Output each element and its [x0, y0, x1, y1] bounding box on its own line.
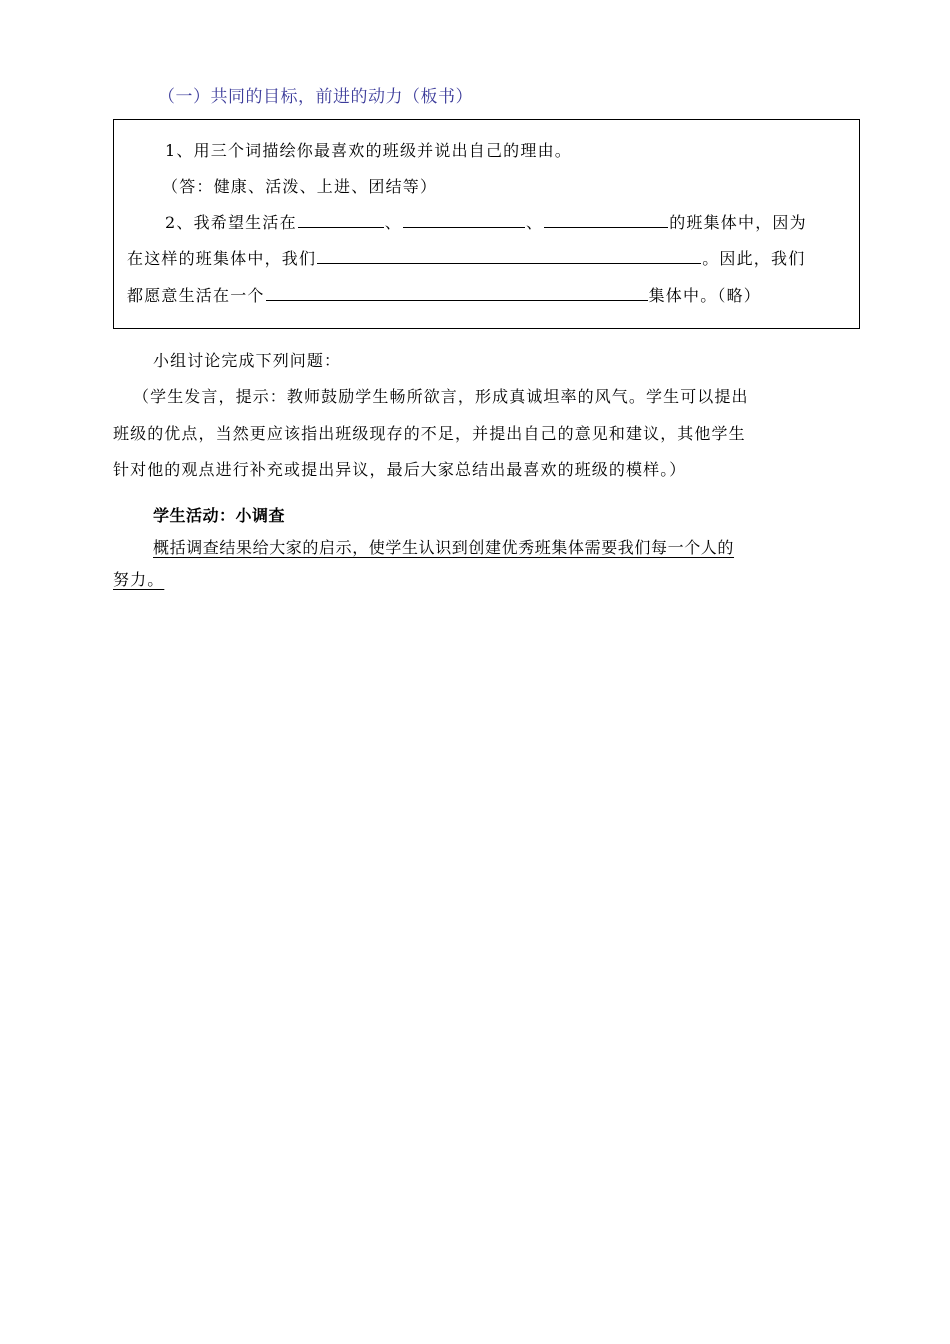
- discussion-line: 班级的优点，当然更应该指出班级现存的不足，并提出自己的意见和建议，其他学生: [113, 424, 746, 443]
- question-2-line-3: [127, 283, 761, 306]
- blank-2[interactable]: [403, 211, 525, 228]
- discussion-title: 小组讨论完成下列问题：: [153, 351, 342, 370]
- blank-3[interactable]: [544, 211, 668, 228]
- q2-line2-end: 。因此，我们: [702, 249, 806, 268]
- question-1-answer: （答：健康、活泼、上进、团结等）: [162, 177, 438, 196]
- q2-line2-start: 在这样的班集体中，我们: [127, 249, 317, 268]
- q2-tail: 的班集体中，因为: [669, 213, 807, 232]
- activity-line: 努力。: [113, 570, 165, 589]
- q2-sep-2: 、: [525, 213, 544, 232]
- section-heading: （一）共同的目标，前进的动力（板书）: [158, 87, 473, 107]
- blank-4[interactable]: [317, 247, 701, 264]
- activity-title: 学生活动：小调查: [153, 506, 286, 525]
- q2-start: 2、我希望生活在: [165, 213, 297, 232]
- q2-line3-end: 集体中。（略）: [648, 286, 762, 305]
- q2-line3-start: 都愿意生活在一个: [127, 286, 265, 305]
- discussion-line: （学生发言，提示：教师鼓励学生畅所欲言，形成真诚坦率的风气。学生可以提出: [133, 387, 749, 406]
- blank-1[interactable]: [298, 211, 384, 228]
- question-2-line-2: [127, 246, 805, 269]
- q2-sep-1: 、: [384, 213, 402, 232]
- activity-line: 概括调查结果给大家的启示，使学生认识到创建优秀班集体需要我们每一个人的: [153, 538, 735, 557]
- question-1: 1、用三个词描绘你最喜欢的班级并说出自己的理由。: [165, 141, 572, 160]
- discussion-line: 针对他的观点进行补充或提出异议，最后大家总结出最喜欢的班级的模样。）: [113, 460, 687, 479]
- question-2-line-1: [165, 210, 807, 233]
- blank-5[interactable]: [266, 284, 648, 301]
